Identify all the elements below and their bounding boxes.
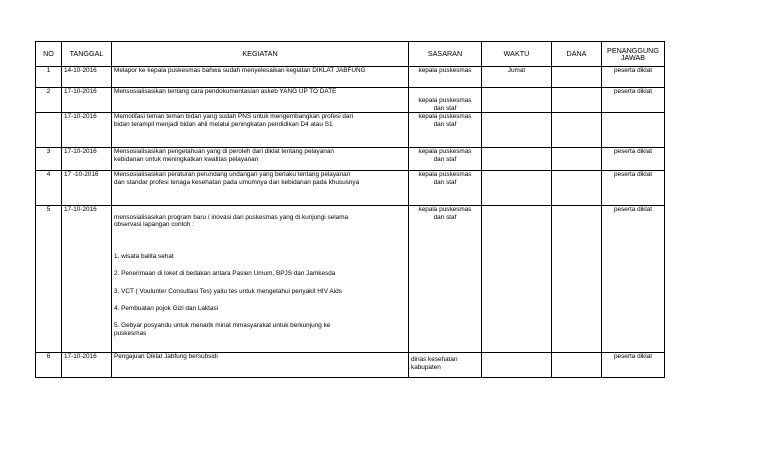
cell-no: 2 xyxy=(36,88,62,113)
cell-tanggal: 17-10-2016 xyxy=(62,353,112,378)
table-row xyxy=(36,353,665,378)
cell-dana xyxy=(552,67,602,88)
header-kegiatan: KEGIATAN xyxy=(112,42,409,67)
cell-tanggal: 17-10-2016 xyxy=(62,148,112,171)
cell-waktu xyxy=(482,148,552,171)
cell-penanggung-jawab: peserta diklat xyxy=(602,67,665,88)
cell-no: 3 xyxy=(36,148,62,171)
cell-tanggal: 17-10-2016 xyxy=(62,88,112,113)
cell-penanggung-jawab: peserta diklat xyxy=(602,353,665,378)
cell-kegiatan: Mensosialisasikan pengetahuan yang di peroleh dari diklat tentang pelayanan kebidanan untuk meningkatkan kwalitas pelayanan xyxy=(112,148,409,171)
cell-penanggung-jawab: peserta diklat xyxy=(602,171,665,206)
table-row xyxy=(36,88,665,113)
cell-sasaran xyxy=(409,148,482,171)
cell-penanggung-jawab: peserta diklat xyxy=(602,88,665,113)
header-row xyxy=(36,42,665,67)
cell-sasaran: kepala puskesmas dan staf xyxy=(409,206,482,353)
sasaran-text: kepala puskesmas dan staf xyxy=(418,148,472,163)
kegiatan-intro: mensosialisasikan program baru / inovasi dari puskesmas yang di kunjungi selama observasi lapangan contoh : xyxy=(114,213,349,229)
cell-dana xyxy=(552,113,602,148)
cell-kegiatan: Melapor ke kepala puskesmas bahwa sudah menyelesaikan kegiatan DIKLAT JABFUNG xyxy=(112,67,409,88)
header-dana: DANA xyxy=(552,42,602,67)
cell-kegiatan: Pengajuan Diklat Jabfung bersubsidi xyxy=(112,353,409,378)
header-waktu: WAKTU xyxy=(482,42,552,67)
sasaran-text: dinas kesehatan kabupaten xyxy=(411,356,458,371)
header-no: NO xyxy=(36,42,62,67)
cell-waktu xyxy=(482,171,552,206)
cell-kegiatan: Memotifasi teman teman bidan yang sudah PNS untuk mengembangkan profesi dari bidan terampil menjadi bidan ahli melalui peningkatan pendidikan D4 atau S1 xyxy=(112,113,409,148)
cell-kegiatan xyxy=(112,206,409,353)
table-row xyxy=(36,148,665,171)
cell-sasaran: kepala puskesmas dan staf xyxy=(409,171,482,206)
cell-dana xyxy=(552,206,602,353)
activity-plan-table xyxy=(35,41,665,378)
cell-no: 4 xyxy=(36,171,62,206)
cell-dana xyxy=(552,88,602,113)
cell-no xyxy=(36,113,62,148)
cell-sasaran xyxy=(409,353,482,378)
header-sasaran: SASARAN xyxy=(409,42,482,67)
header-tanggal: TANGGAL xyxy=(62,42,112,67)
cell-penanggung-jawab: peserta diklat xyxy=(602,148,665,171)
list-item: 2. Penerimaan di loket di bedakan antara Pasien Umum, BPJS dan Jamkesda xyxy=(114,270,336,278)
cell-waktu xyxy=(482,88,552,113)
cell-tanggal: 17 -10-2016 xyxy=(62,171,112,206)
cell-waktu xyxy=(482,206,552,353)
cell-kegiatan: Mensosialisasikan peraturan perundang undangan yang berlaku tentang pelayanan dan standar profesi tenaga kesehatan pada umumnya dan kebidanan pada khususnya xyxy=(112,171,409,206)
cell-kegiatan: Mensosialisasikan tentang cara pendokumentasian askeb YANG UP TO DATE xyxy=(112,88,409,113)
list-item: 3. VCT ( Voulunter Consultasi Tes) yaitu tes untuk mengetahui penyakit HIV Aids xyxy=(114,287,342,295)
cell-dana xyxy=(552,171,602,206)
cell-no: 6 xyxy=(36,353,62,378)
header-penanggung-jawab: PENANGGUNG JAWAB xyxy=(602,42,665,67)
cell-sasaran xyxy=(409,88,482,113)
cell-dana xyxy=(552,148,602,171)
cell-tanggal: 17-10-2016 xyxy=(62,113,112,148)
cell-penanggung-jawab: peserta diklat xyxy=(602,206,665,353)
table-row xyxy=(36,113,665,148)
cell-sasaran: kepala puskesmas xyxy=(409,67,482,88)
cell-waktu: Jumat xyxy=(482,67,552,88)
list-item: 5. Gebyar posyandu untuk menarik minat mmasyarakat untuk berkunjung ke puskesmas xyxy=(114,321,331,337)
table-row xyxy=(36,171,665,206)
kegiatan-example-list xyxy=(114,237,408,345)
cell-penanggung-jawab xyxy=(602,113,665,148)
cell-sasaran: kepala puskesmas dan staf xyxy=(409,113,482,148)
sasaran-text: kepala puskesmas dan staf xyxy=(418,97,472,112)
list-item: 1. wisata balita sehat xyxy=(114,253,174,261)
table-row xyxy=(36,67,665,88)
cell-tanggal: 14-10-2016 xyxy=(62,67,112,88)
cell-no: 1 xyxy=(36,67,62,88)
table-row xyxy=(36,206,665,353)
cell-dana xyxy=(552,353,602,378)
list-item: 4. Pembuatan pojok Gizi dan Laktasi xyxy=(114,304,219,312)
cell-waktu xyxy=(482,353,552,378)
cell-tanggal: 17-10-2016 xyxy=(62,206,112,353)
cell-waktu xyxy=(482,113,552,148)
cell-no: 5 xyxy=(36,206,62,353)
